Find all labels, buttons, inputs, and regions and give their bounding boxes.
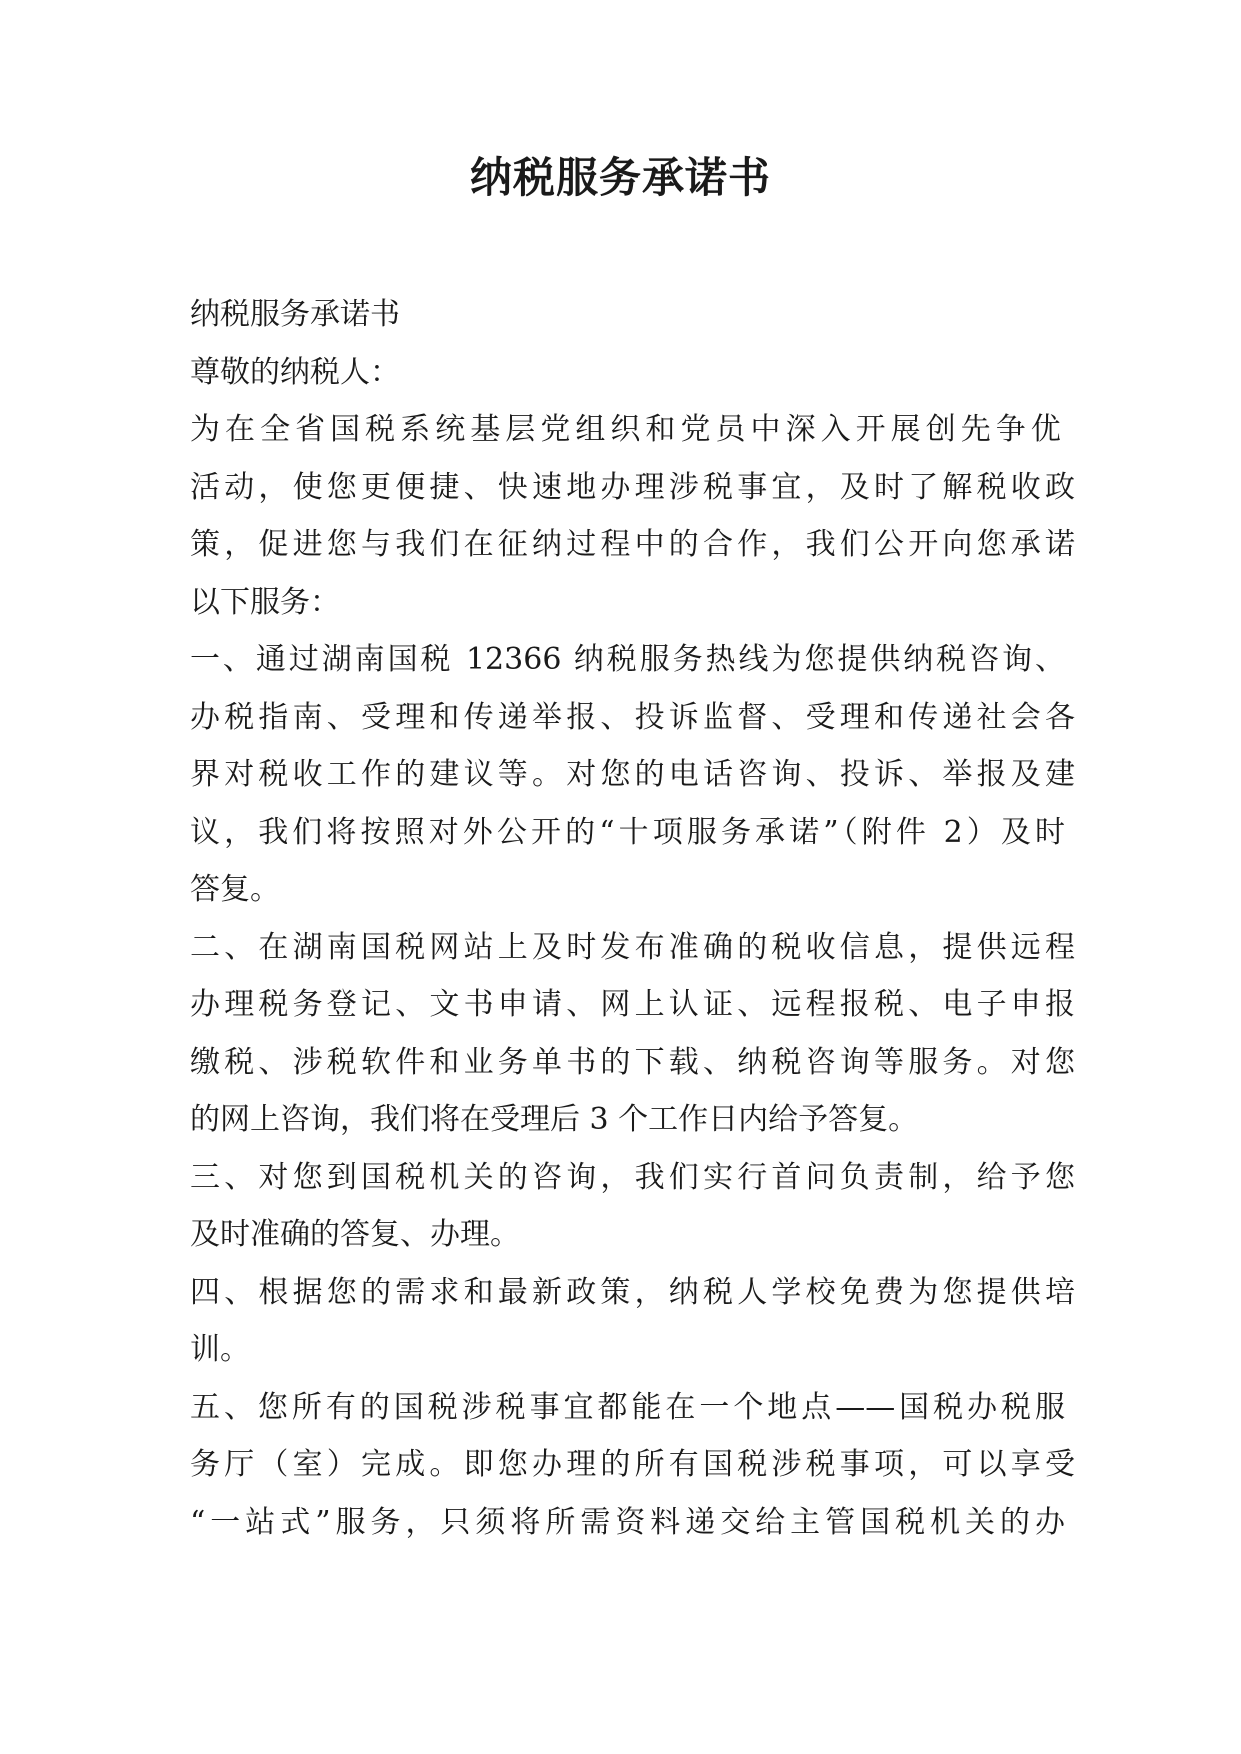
body-line: 的网上咨询，我们将在受理后 3 个工作日内给予答复。: [190, 1102, 919, 1137]
body-line: “一站式”服务，只须将所需资料递交给主管国税机关的办: [190, 1504, 1065, 1540]
body-line: 以下服务：: [190, 584, 340, 620]
body-line: 五、您所有的国税涉税事宜都能在一个地点——国税办税服: [190, 1389, 1065, 1425]
body-line: 训。: [190, 1332, 250, 1367]
body-line: 议，我们将按照对外公开的“十项服务承诺”（附件 2）及时: [190, 814, 1065, 850]
body-line: 活动，使您更便捷、快速地办理涉税事宜，及时了解税收政: [190, 469, 1080, 505]
body-line: 办理税务登记、文书申请、网上认证、远程报税、电子申报: [190, 987, 1080, 1022]
body-line-salutation: 尊敬的纳税人：: [190, 354, 400, 390]
body-line: 四、根据您的需求和最新政策，纳税人学校免费为您提供培: [190, 1274, 1080, 1310]
document-body: [190, 286, 1080, 1551]
body-line: 二、在湖南国税网站上及时发布准确的税收信息，提供远程: [190, 929, 1080, 965]
body-line: 缴税、涉税软件和业务单书的下载、纳税咨询等服务。对您: [190, 1044, 1080, 1080]
body-line: 办税指南、受理和传递举报、投诉监督、受理和传递社会各: [190, 699, 1080, 735]
body-line: 为在全省国税系统基层党组织和党员中深入开展创先争优: [190, 412, 1065, 447]
body-line-heading: 纳税服务承诺书: [190, 297, 400, 332]
body-line: 答复。: [190, 872, 280, 907]
body-line: 务厅（室）完成。即您办理的所有国税涉税事项，可以享受: [190, 1447, 1080, 1482]
body-line: 界对税收工作的建议等。对您的电话咨询、投诉、举报及建: [190, 757, 1080, 792]
body-line: 一、通过湖南国税 12366 纳税服务热线为您提供纳税咨询、: [190, 642, 1065, 677]
document-title: 纳税服务承诺书: [469, 153, 771, 202]
body-line: 三、对您到国税机关的咨询，我们实行首问负责制，给予您: [190, 1159, 1080, 1195]
body-line: 策，促进您与我们在征纳过程中的合作，我们公开向您承诺: [190, 527, 1080, 562]
body-line: 及时准确的答复、办理。: [190, 1217, 520, 1252]
